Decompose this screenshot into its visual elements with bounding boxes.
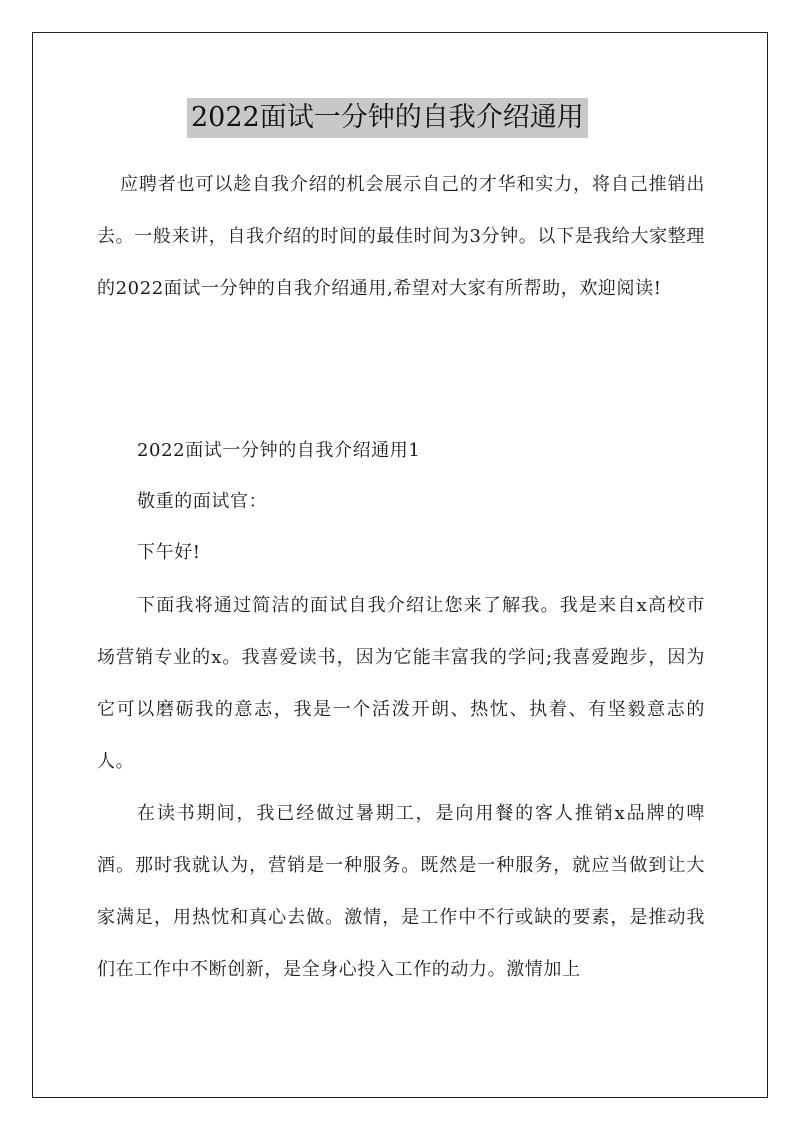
greeting: 下午好! xyxy=(137,542,201,563)
document-title: 2022面试一分钟的自我介绍通用 xyxy=(187,98,588,138)
body-paragraph-1: 下面我将通过简洁的面试自我介绍让您来了解我。我是来自x高校市场营销专业的x。我喜爱读书，因为它能丰富我的学问;我喜爱跑步，因为它可以磨砺我的意志，我是一个活泼开朗、热忱、执着、有坚毅意志的人。 xyxy=(97,595,705,772)
salutation: 敬重的面试官： xyxy=(137,491,268,512)
section-heading: 2022面试一分钟的自我介绍通用1 xyxy=(137,440,421,461)
body-paragraph-2: 在读书期间，我已经做过暑期工，是向用餐的客人推销x品牌的啤酒。那时我就认为，营销是一种服务。既然是一种服务，就应当做到让大家满足，用热忱和真心去做。激情，是工作中不行或缺的要素，是推动我们在工作中不断创新，是全身心投入工作的动力。激情加上 xyxy=(97,803,705,980)
intro-paragraph: 应聘者也可以趁自我介绍的机会展示自己的才华和实力，将自己推销出去。一般来讲，自我介绍的时间的最佳时间为3分钟。以下是我给大家整理的2022面试一分钟的自我介绍通用,希望对大家有所帮助，欢迎阅读! xyxy=(97,174,705,299)
